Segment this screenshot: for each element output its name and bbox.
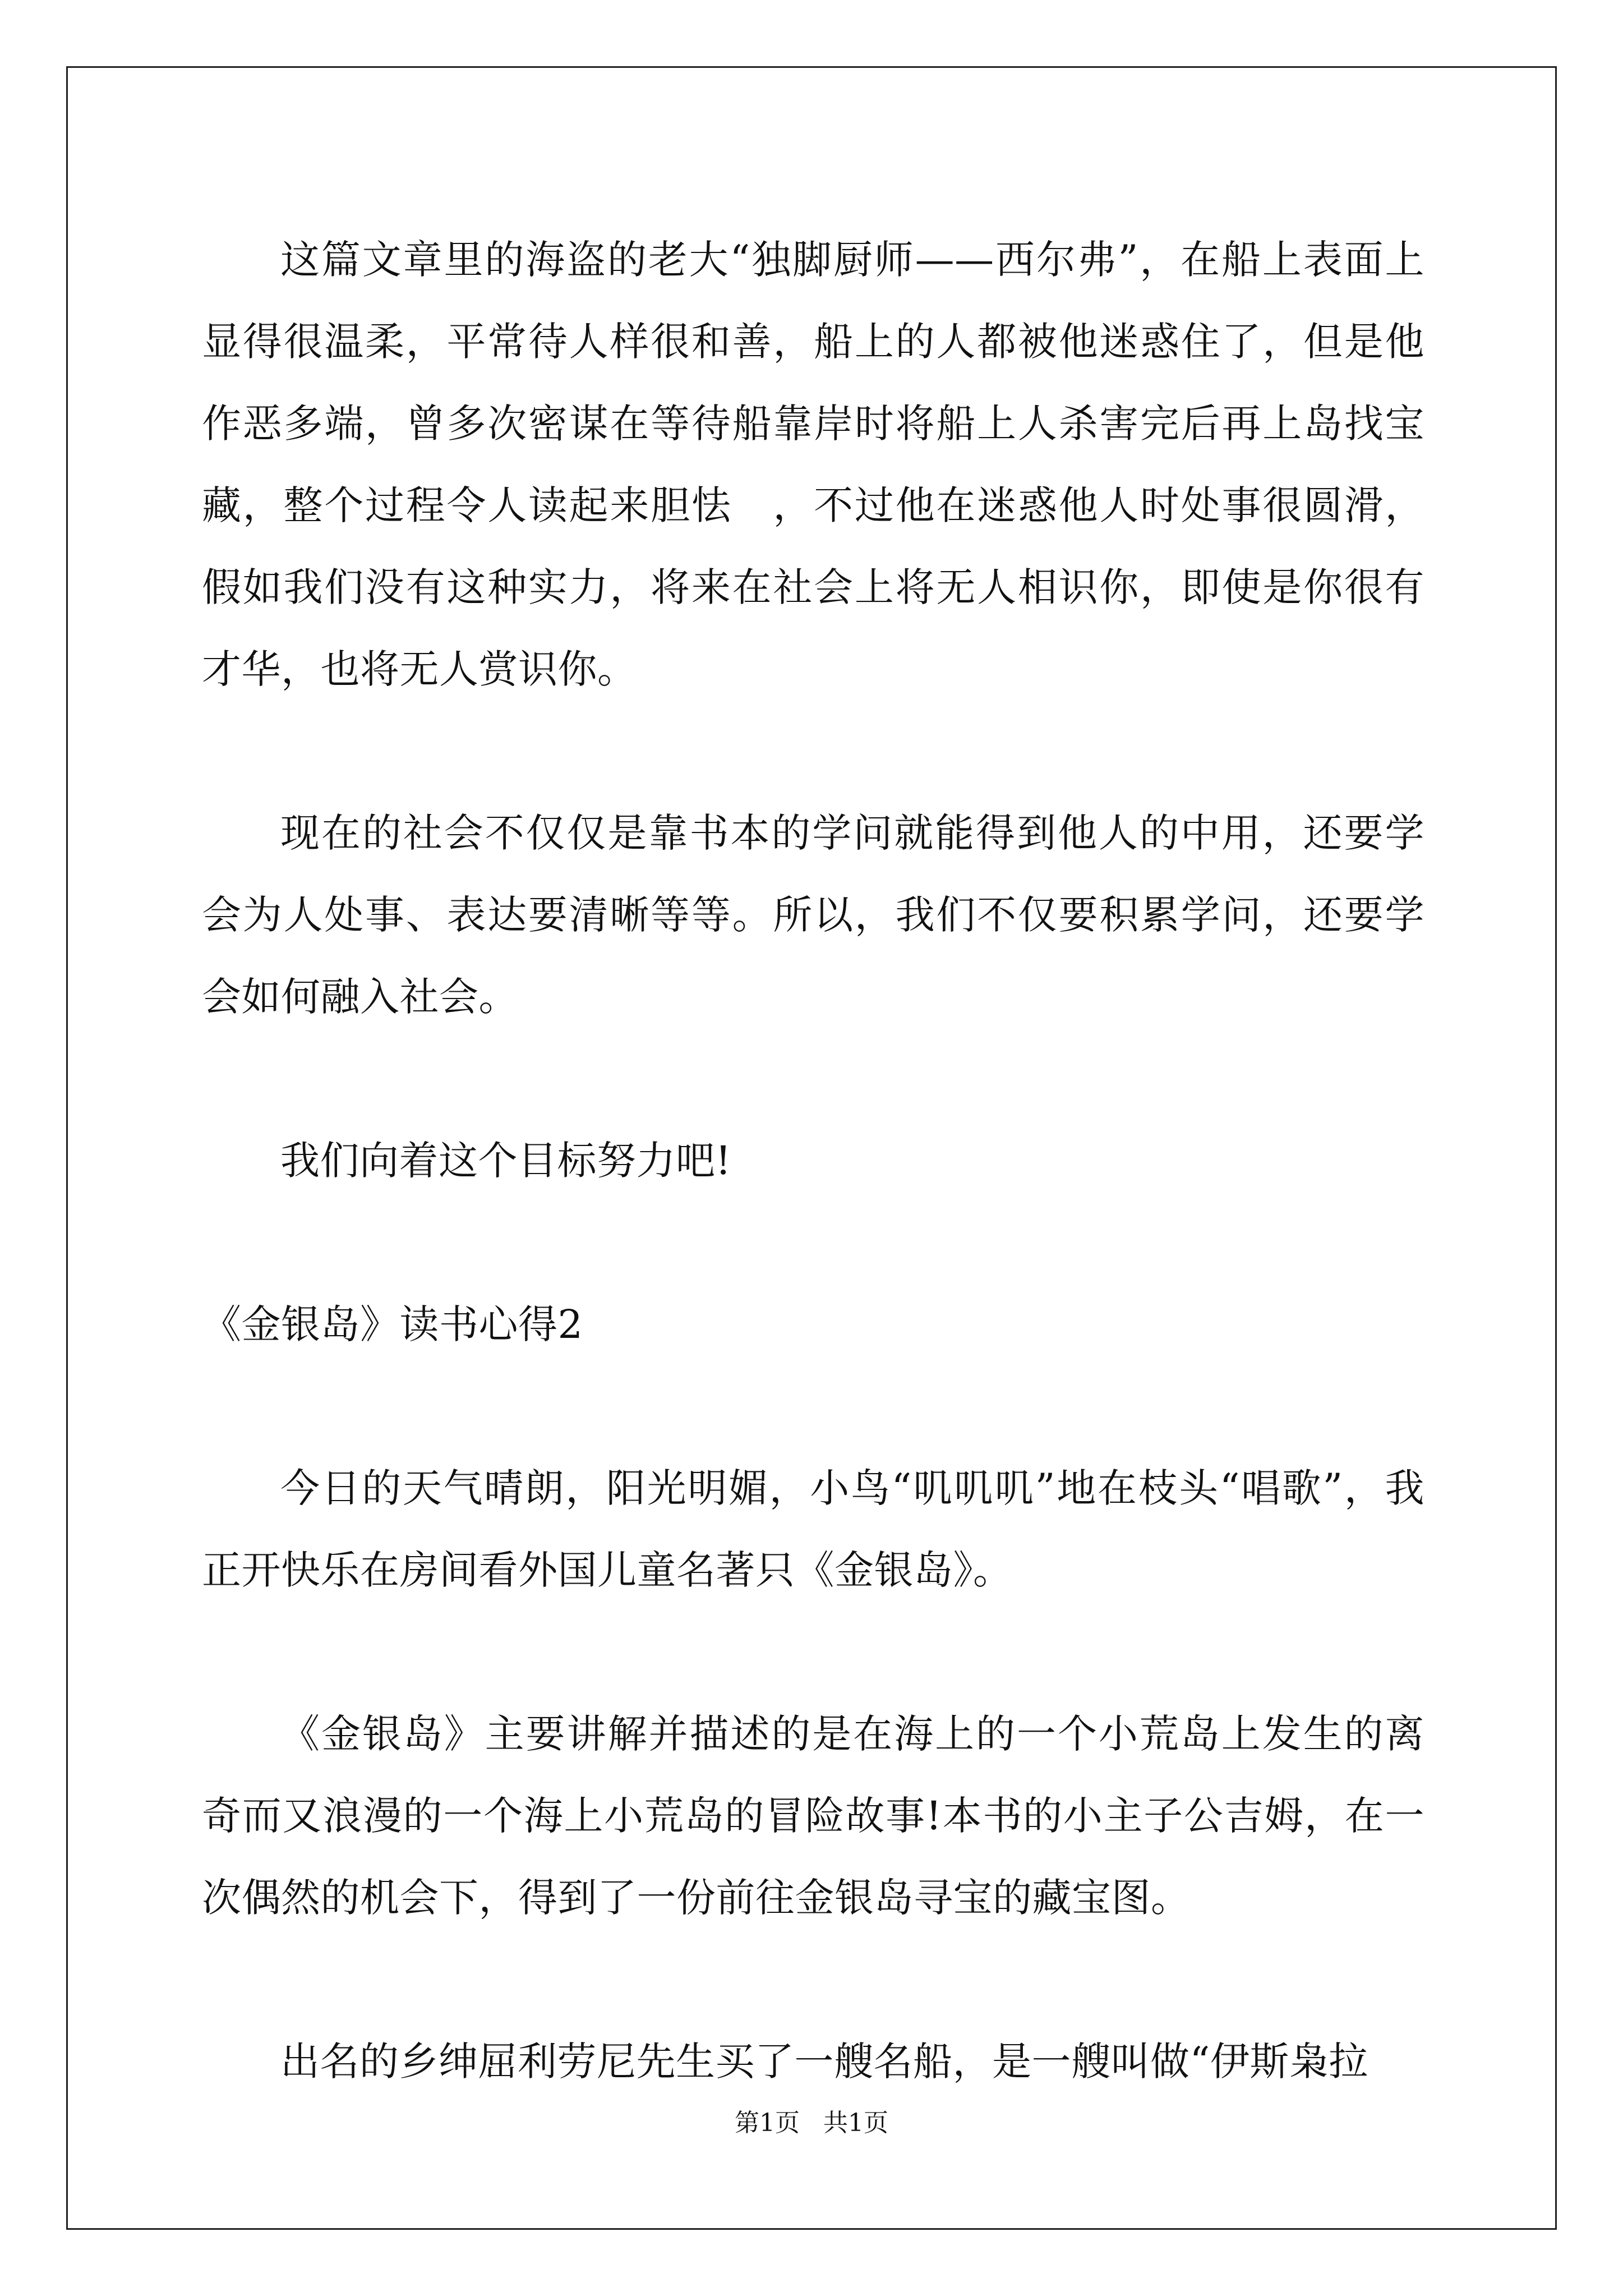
paragraph: 出名的乡绅屈利劳尼先生买了一艘名船，是一艘叫做“伊斯枭拉 bbox=[280, 2039, 1368, 2085]
page-footer bbox=[0, 2106, 1623, 2140]
document-body bbox=[202, 219, 1424, 2184]
page-number: 第1页 bbox=[735, 2109, 800, 2137]
paragraph: 这篇文章里的海盗的老大“独脚厨师——西尔弗”，在船上表面上显得很温柔，平常待人样很和善，船上的人都被他迷惑住了，但是他作恶多端，曾多次密谋在等待船靠岸时将船上人杀害完后再上岛找宝藏，整个过程令人读起来胆怯 ，不过他在迷惑他人时处事很圆滑，假如我们没有这种实力，将来在社会上将无人相识你，即使是你很有才华，也将无人赏识你。 bbox=[202, 237, 1424, 692]
paragraph: 今日的天气晴朗，阳光明媚，小鸟“叽叽叽”地在枝头“唱歌”，我正开快乐在房间看外国儿童名著只《金银岛》。 bbox=[202, 1465, 1424, 1593]
section-heading: 《金银岛》读书心得2 bbox=[202, 1301, 583, 1347]
paragraph: 我们向着这个目标努力吧! bbox=[280, 1138, 732, 1184]
paragraph: 《金银岛》主要讲解并描述的是在海上的一个小荒岛上发生的离奇而又浪漫的一个海上小荒岛的冒险故事!本书的小主子公吉姆，在一次偶然的机会下，得到了一份前往金银岛寻宝的藏宝图。 bbox=[202, 1711, 1424, 1921]
paragraph: 现在的社会不仅仅是靠书本的学问就能得到他人的中用，还要学会为人处事、表达要清晰等等。所以，我们不仅要积累学问，还要学会如何融入社会。 bbox=[202, 810, 1424, 1020]
page-total: 共1页 bbox=[823, 2109, 888, 2137]
